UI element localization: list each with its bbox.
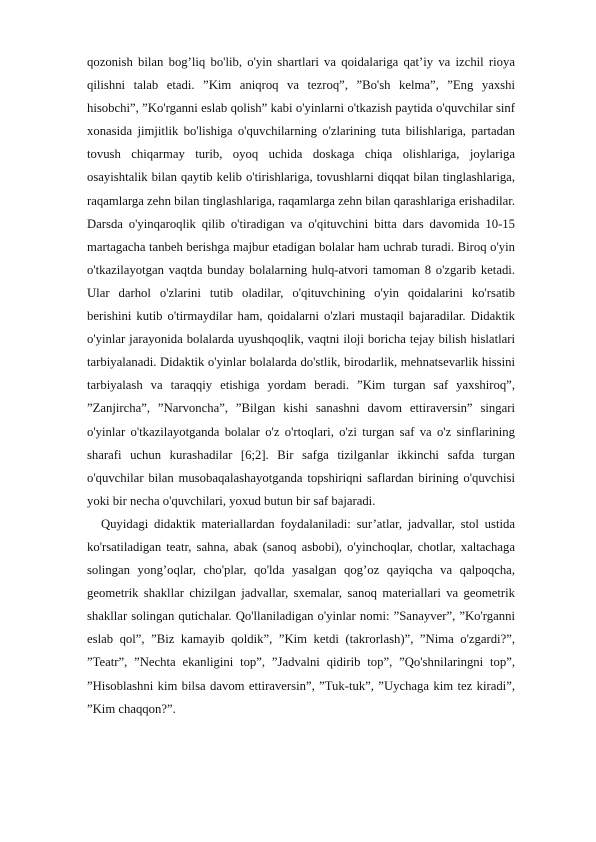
body-paragraph: qozonish bilan bog’liq bo'lib, o'yin shartlari va qoidalariga qat’iy va izchil rioya qilishni talab etadi. ”Kim aniqroq va tezroq”, ”Bo'sh kelma”, ”Eng yaxshi hisobchi”, ”Ko'rganni eslab qolish” kabi o'yinlarni o'tkazish paytida o'quvchilar sinf xonasida jimjitlik bo'lishiga o'quvchilarning o'zlarining tuta bilishlariga, partadan tovush chiqarmay turib, oyoq uchida doskaga chiqa olishlariga, joylariga osayishtalik bilan qaytib kelib o'tirishlariga, tovushlarni diqqat bilan tinglashlariga, raqamlarga zehn bilan tinglashlariga, raqamlarga zehn bilan qarashlariga erishadilar. Darsda o'yinqaroqlik qilib o'tiradigan va o'qituvchini bitta dars davomida 10-15 martagacha tanbeh berishga majbur etadigan bolalar ham uchrab turadi. Biroq o'yin o'tkazilayotgan vaqtda bunday bolalarning hulq-atvori tamoman 8 o'zgarib ketadi. Ular darhol o'zlarini tutib oladilar, o'qituvchining o'yin qoidalarini ko'rsatib berishini kutib o'tirmaydilar ham, qoidalarni o'zlari mustaqil bajaradilar. Didaktik o'yinlar jarayonida bolalarda uyushqoqlik, vaqtni iloji boricha tejay bilish hislatlari tarbiyalanadi. Didaktik o'yinlar bolalarda do'stlik, birodarlik, mehnatsevarlik hissini tarbiyalash va taraqqiy etishiga yordam beradi. ”Kim turgan saf yaxshiroq”, ”Zanjircha”, ”Narvoncha”, ”Bilgan kishi sanashni davom ettiraversin” singari o'yinlar o'tkazilayotganda bolalar o'z o'rtoqlari, o'zi turgan saf va o'z sinflarining sharafi uchun kurashadilar [6;2]. Bir safga tizilganlar ikkinchi safda turgan o'quvchilar bilan musobaqalashayotganda topshiriqni saflardan birining o'quvchisi yoki bir necha o'quvchilari, yoxud butun bir saf bajaradi.: [87, 55, 515, 508]
document-page: [87, 51, 515, 721]
body-paragraph: Quyidagi didaktik materiallardan foydalaniladi: sur’atlar, jadvallar, stol ustida ko'rsatiladigan teatr, sahna, abak (sanoq asbobi), o'yinchoqlar, chotlar, xaltachaga solingan yong’oqlar, cho'plar, qo'lda yasalgan qog’oz qayiqcha va qalpoqcha, geometrik shakllar chizilgan jadvallar, sxemalar, sanoq materiallari va geometrik shakllar solingan qutichalar. Qo'llaniladigan o'yinlar nomi: ”Sanayver”, ”Ko'rganni eslab qol”, ”Biz kamayib qoldik”, ”Kim ketdi (takrorlash)”, ”Nima o'zgardi?”, ”Teatr”, ”Nechta ekanligini top”, ”Jadvalni qidirib top”, ”Qo'shnilaringni top”, ”Hisoblashni kim bilsa davom ettiraversin”, ”Tuk-tuk”, ”Uychaga kim tez kiradi”, ”Kim chaqqon?”.: [87, 516, 515, 716]
